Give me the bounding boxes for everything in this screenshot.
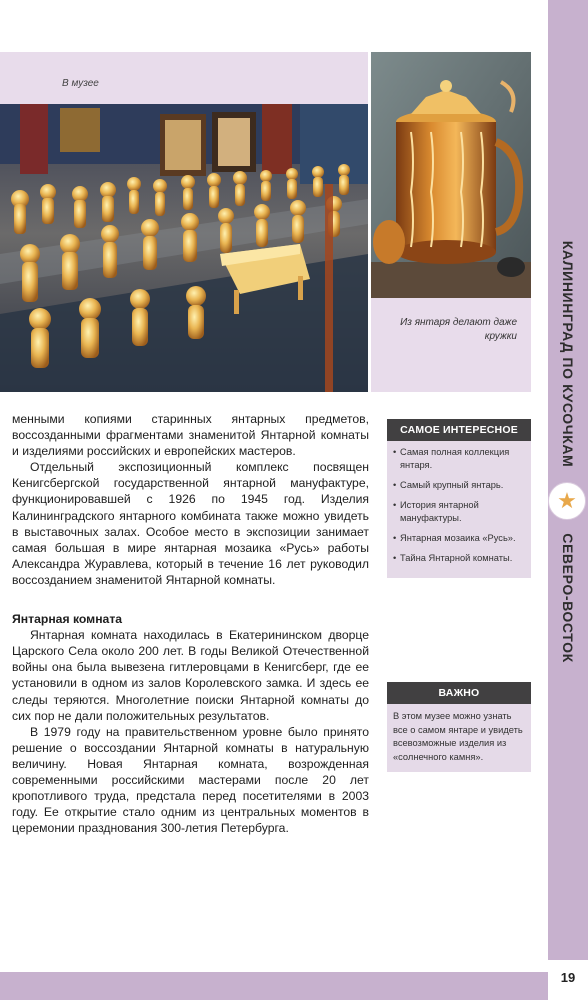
sidebar-important-text: В этом музее можно узнать все о самом янтаре и увидеть всевозможные изделия из «солнечного камня». [393, 711, 523, 762]
museum-caption-band [0, 52, 368, 104]
museum-photo-caption: В музее [62, 78, 99, 89]
section-heading-amber-room: Янтарная комната [12, 612, 123, 627]
paragraph-amber-room-restoration: В 1979 году на правительственном уровне было принято решение о воссоздании Янтарной комнаты в натуральную величину. Новая Янтарная комната, возрожденная современными российскими мастерами после 20 лет кропотливого труда, предстала перед посетителями в 2003 году. Ее открытие стало одним из центральных моментов в церемонии празднования 300-летия Петербурга. [12, 724, 369, 836]
page-number-box [548, 960, 588, 1000]
star-icon: ★ [548, 482, 586, 520]
sidebar-most-interesting-list [387, 441, 531, 578]
amber-mug-photo [371, 52, 531, 298]
main-article [12, 411, 369, 836]
region-title-text: СЕВЕРО-ВОСТОК [560, 533, 576, 663]
list-item: • Самый крупный янтарь. [393, 479, 525, 492]
list-item: • Янтарная мозаика «Русь». [393, 532, 525, 545]
bottom-band [0, 972, 548, 1000]
mug-photo-caption: Из янтаря делают даже кружки [400, 317, 517, 342]
section-title-text: КАЛИНИНГРАД ПО КУСОЧКАМ [560, 240, 576, 468]
sidebar-most-interesting-title: САМОЕ ИНТЕРЕСНОЕ [387, 419, 531, 441]
region-title-vertical [548, 528, 588, 668]
paragraph-amber-room-history: Янтарная комната находилась в Екатерининском дворце Царского Села около 200 лет. В годы Великой Отечественной войны она была вывезена гитлеровцами в Кенигсберг, где ее установили в одном из залов Королевского замка. И здесь ее следы теряются. Многолетние поиски Янтарной комнаты до сих пор не дали положительных результатов. [12, 628, 369, 723]
section-tab-strip [548, 0, 588, 960]
page-number: 19 [560, 970, 576, 985]
paragraph-continued: менными копиями старинных янтарных предметов, воссозданными фрагментами знаменитой Янтарной комнаты и изделиями российских и европейских мастеров. [12, 412, 369, 459]
top-margin [0, 0, 548, 22]
sidebar-important-title: ВАЖНО [387, 682, 531, 704]
sidebar-most-interesting [387, 419, 531, 578]
list-item: • Самая полная коллекция янтаря. [393, 446, 525, 472]
mug-caption-band [371, 298, 531, 392]
list-item: • Тайна Янтарной комнаты. [393, 552, 525, 565]
sidebar-important [387, 682, 531, 772]
list-item: • История янтарной мануфактуры. [393, 499, 525, 525]
museum-photo [0, 104, 368, 392]
paragraph-manufacture: Отдельный экспозиционный комплекс посвящен Кенигсбергской государственной янтарной мануфактуре, функционировавшей с 1926 по 1945 год. Изделия Калининградского янтарного комбината также можно увидеть в выставочных залах. Особое место в экспозиции занимает самая большая в мире янтарная мозаика «Русь» работы Александра Журавлева, который в течение 16 лет руководил воссозданием знаменитой Янтарной комнаты. [12, 460, 369, 587]
section-title-vertical [548, 234, 588, 474]
